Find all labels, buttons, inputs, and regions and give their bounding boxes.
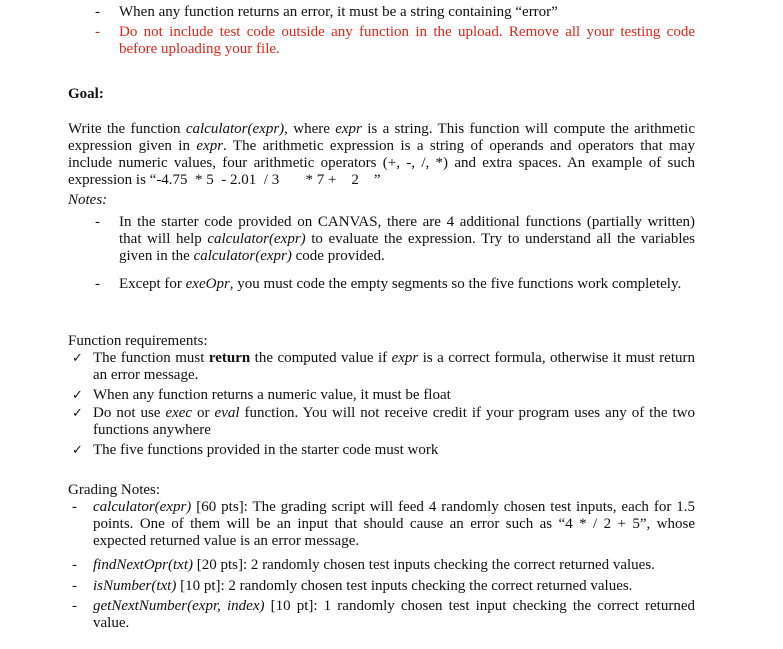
function-name: calculator(expr) (93, 499, 192, 515)
notes-label: Notes: (68, 192, 108, 208)
top-bullet-text: When any function returns an error, it must be a string containing “error” (119, 4, 558, 20)
checkmark-icon: ✓ (72, 443, 83, 458)
requirement-item-2: ✓ When any function returns a numeric value, it must be float (72, 387, 451, 403)
grading-heading: Grading Notes: (68, 482, 161, 498)
note-item-1: - In the starter code provided on CANVAS, there are 4 additional functions (partially written) that will help calculator(expr) to evaluate the expression. Try to understand all the variables given in the calculator(expr) code provided. (95, 214, 695, 264)
function-name: getNextNumber(expr, index) (93, 598, 265, 614)
dash-marker: - (72, 557, 77, 573)
requirement-item-4: ✓ The five functions provided in the starter code must work (72, 442, 439, 458)
checkmark-icon: ✓ (72, 351, 83, 366)
top-bullet-2 (95, 24, 695, 58)
dash-marker: - (72, 598, 77, 614)
top-bullet-1 (95, 4, 695, 21)
goal-paragraph: Write the function calculator(expr), where expr is a string. This function will compute the arithmetic expression given in expr. The arithmetic expression is a string of operands and operators that may include numeric values, four arithmetic operators (+, -, /, *) and extra spaces. An example of such expression is “-4.75 * 5 - 2.01 / 3 * 7 + 2 ” (68, 121, 699, 188)
goal-heading: Goal: (68, 86, 104, 102)
dash-marker: - (95, 214, 100, 230)
requirement-item-1: ✓ The function must return the computed value if expr is a correct formula, otherwise it must return an error message. (72, 350, 696, 383)
grading-item-3: - isNumber(txt) [10 pt]: 2 randomly chosen test inputs checking the correct returned values. (72, 578, 633, 594)
grading-item-1: - calculator(expr) [60 pts]: The grading script will feed 4 randomly chosen test inputs, each for 1.5 points. One of them will be an input that should cause an error such as “4 * / 2 + 5”, whose expected returned value is an error message. (72, 499, 695, 549)
note-item-2: - Except for exeOpr, you must code the empty segments so the five functions work completely. (95, 276, 682, 292)
grading-item-4: - getNextNumber(expr, index) [10 pt]: 1 randomly chosen test input checking the correct returned value. (72, 598, 696, 631)
dash-marker: - (95, 4, 100, 20)
function-name: isNumber(txt) (93, 578, 177, 594)
requirements-heading: Function requirements: (68, 333, 208, 349)
function-name: calculator(expr) (185, 121, 285, 137)
dash-marker: - (72, 578, 77, 594)
checkmark-icon: ✓ (72, 388, 83, 403)
dash-marker: - (72, 499, 77, 515)
checkmark-icon: ✓ (72, 406, 83, 421)
top-bullet-text: Do not include test code outside any function in the upload. Remove all your testing code before uploading your file. (119, 24, 695, 57)
requirement-item-3: ✓ Do not use exec or eval function. You will not receive credit if your program uses any of the two functions anywhere (72, 405, 695, 438)
dash-marker: - (95, 276, 100, 292)
function-name: findNextOpr(txt) (93, 557, 193, 573)
grading-item-2: - findNextOpr(txt) [20 pts]: 2 randomly chosen test inputs checking the correct returned values. (72, 557, 655, 573)
dash-marker: - (95, 24, 100, 40)
